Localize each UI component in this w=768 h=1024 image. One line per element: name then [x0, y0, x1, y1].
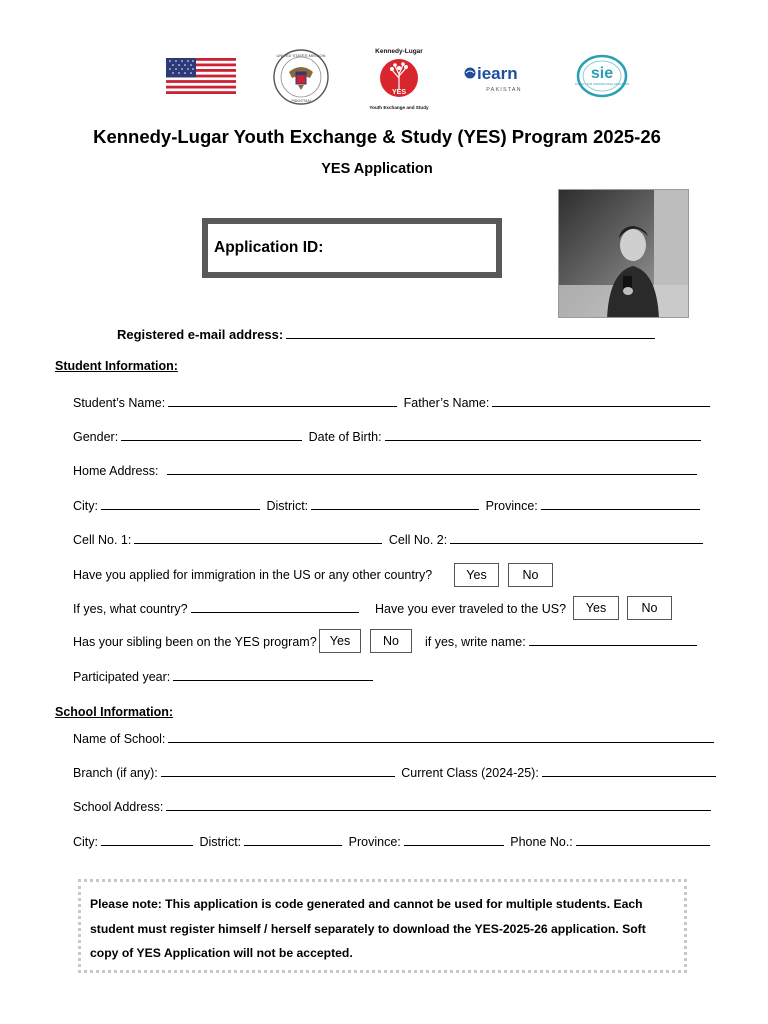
please-note-box [78, 879, 687, 973]
participated-year-field[interactable] [173, 670, 373, 681]
seal-text-top: UNITED STATES MISSION [276, 53, 326, 58]
cell1-field[interactable] [134, 533, 382, 544]
iearn-logo-icon [463, 62, 539, 94]
school-district-label: District: [199, 835, 242, 849]
if-yes-name-label: if yes, write name: [425, 635, 526, 649]
current-class-label: Current Class (2024-25): [401, 766, 539, 780]
school-name-row [73, 731, 717, 747]
sie-sub: SOCIETY FOR INTERNATIONAL EDUCATION [574, 83, 630, 86]
dob-label: Date of Birth: [308, 430, 382, 444]
application-id-box [202, 218, 502, 278]
city-field[interactable] [101, 499, 260, 510]
student-info-heading: Student Information: [55, 359, 178, 373]
fathers-name-label: Father’s Name: [403, 396, 490, 410]
cell-row [73, 532, 706, 548]
cell2-field[interactable] [450, 533, 703, 544]
country-row [73, 601, 362, 617]
sie-logo-icon [574, 54, 630, 100]
school-address-field[interactable] [166, 800, 711, 811]
gender-dob-row [73, 429, 704, 445]
school-district-field[interactable] [244, 835, 342, 846]
home-address-row [73, 463, 700, 479]
home-address-label: Home Address: [73, 464, 159, 478]
fathers-name-field[interactable] [492, 396, 710, 407]
students-name-field[interactable] [168, 396, 397, 407]
branch-class-row [73, 765, 719, 781]
gender-label: Gender: [73, 430, 119, 444]
branch-field[interactable] [161, 766, 395, 777]
province-field[interactable] [541, 499, 700, 510]
page-subtitle: YES Application [321, 161, 433, 177]
sibling-question: Has your sibling been on the YES program? [73, 635, 317, 649]
page-title: Kennedy-Lugar Youth Exchange & Study (YES) Program 2025-26 [93, 126, 661, 147]
dob-field[interactable] [385, 430, 701, 441]
school-province-label: Province: [348, 835, 401, 849]
country-field[interactable] [191, 602, 359, 613]
sibling-name-field[interactable] [529, 635, 697, 646]
please-note-text: Please note: This application is code generated and cannot be used for multiple students. Each student must register himself / herself separately to download the YES-2025-26 application. Soft copy of YES Application will not be accepted. [90, 897, 646, 960]
us-flag-icon [166, 58, 236, 94]
yes-logo-text-bottom: Youth Exchange and Study [369, 105, 429, 110]
immigration-yes-box[interactable]: Yes [454, 563, 499, 587]
name-row [73, 395, 713, 411]
iearn-sub: PAKISTAN [486, 87, 522, 93]
yes-logo-badge: YES [391, 89, 407, 96]
traveled-yes-box[interactable]: Yes [573, 596, 619, 620]
school-name-label: Name of School: [73, 732, 166, 746]
traveled-no-box[interactable]: No [627, 596, 672, 620]
embassy-seal-icon [270, 48, 332, 106]
participated-year-row [73, 669, 376, 685]
sibling-no-box[interactable]: No [370, 629, 412, 653]
current-class-field[interactable] [542, 766, 716, 777]
yes-logo-text-top: Kennedy-Lugar [375, 48, 423, 55]
immigration-question: Have you applied for immigration in the US or any other country? [73, 568, 433, 582]
school-name-field[interactable] [168, 732, 714, 743]
applicant-photo [558, 189, 689, 318]
school-address-row [73, 799, 714, 815]
school-info-heading: School Information: [55, 705, 174, 719]
traveled-question: Have you ever traveled to the US? [375, 602, 567, 616]
sibling-yes-box[interactable]: Yes [319, 629, 361, 653]
participated-year-label: Participated year: [73, 670, 171, 684]
school-phone-label: Phone No.: [510, 835, 573, 849]
sibling-name-row [425, 634, 700, 650]
seal-text-bottom: PAKISTAN [291, 98, 311, 103]
city-label: City: [73, 499, 98, 513]
district-field[interactable] [311, 499, 479, 510]
school-city-field[interactable] [101, 835, 193, 846]
sie-text: sie [590, 65, 614, 82]
students-name-label: Student’s Name: [73, 396, 166, 410]
email-field[interactable] [286, 328, 655, 339]
email-label: Registered e-mail address: [117, 327, 284, 342]
immigration-no-box[interactable]: No [508, 563, 553, 587]
branch-label: Branch (if any): [73, 766, 158, 780]
school-city-label: City: [73, 835, 98, 849]
iearn-text: iearn [477, 64, 518, 83]
application-id-label: Application ID: [214, 239, 324, 256]
cell2-label: Cell No. 2: [388, 533, 448, 547]
province-label: Province: [485, 499, 538, 513]
school-province-field[interactable] [404, 835, 504, 846]
cell1-label: Cell No. 1: [73, 533, 132, 547]
school-address-label: School Address: [73, 800, 164, 814]
school-phone-field[interactable] [576, 835, 710, 846]
if-yes-country-label: If yes, what country? [73, 602, 188, 616]
city-district-province-row [73, 498, 703, 514]
district-label: District: [266, 499, 309, 513]
email-row [117, 327, 658, 343]
school-location-row [73, 834, 713, 850]
home-address-field[interactable] [167, 464, 697, 475]
gender-field[interactable] [121, 430, 302, 441]
yes-program-logo-icon [364, 44, 434, 114]
